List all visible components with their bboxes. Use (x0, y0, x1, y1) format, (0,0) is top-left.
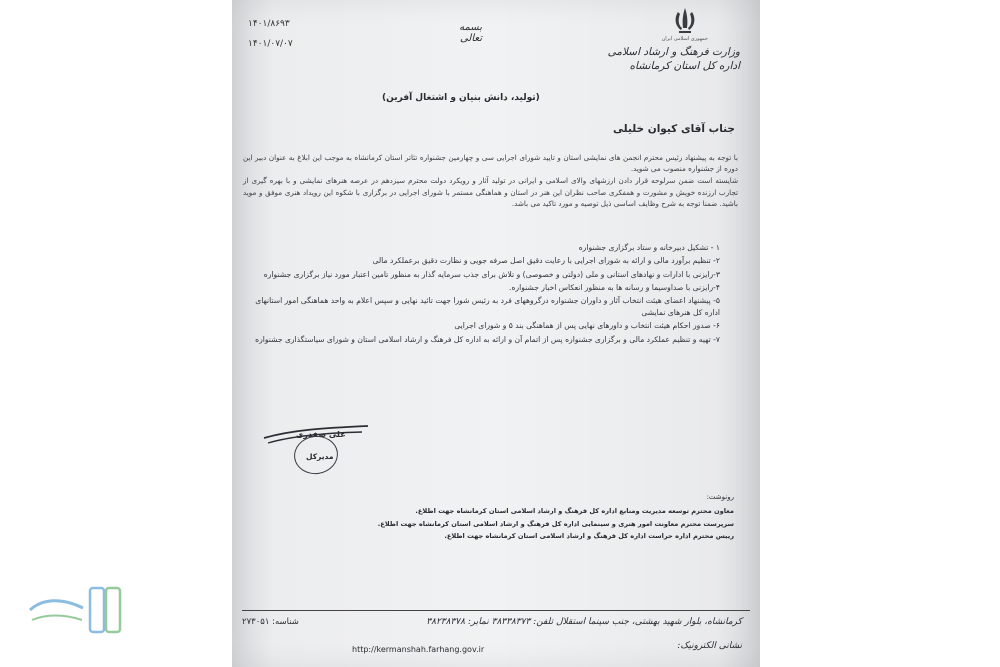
duty-item: ۵- پیشنهاد اعضای هیئت انتخاب آثار و داوران جشنواره درگروههای فرد به رئیس شورا جهت تائید نهایی و سپس اعلام به واحد هماهنگی امور استانهای اداره کل هنرهای نمایشی (255, 296, 720, 317)
ministry-line: وزارت فرهنگ و ارشاد اسلامی (607, 46, 740, 58)
footer-website: http://kermanshah.farhang.gov.ir (352, 645, 485, 654)
duties-list (250, 242, 720, 347)
footer-address: کرمانشاه، بلوار شهید بهشتی، جنب سینما استقلال تلفن: ۳۸۳۳۸۳۷۳ نمابر: ۳۸۲۳۸۳۷۸ (426, 617, 742, 627)
cc-list (378, 505, 734, 543)
duty-item: ۷- تهیه و تنظیم عملکرد مالی و برگزاری جشنواره پس از اتمام آن و ارائه به اداره کل فرهنگ و ارشاد اسلامی استان و شورای سیاستگذاری جشنواره (255, 334, 720, 344)
iran-emblem-icon (670, 6, 700, 38)
basmala: بسمه تعالی (459, 22, 482, 44)
letter-number: ۱۴۰۱/۸۶۹۳ (248, 19, 290, 29)
duty-item: ۱ - تشکیل دبیرخانه و ستاد برگزاری جشنواره (578, 243, 720, 252)
cc-heading: رونوشت: (706, 493, 734, 501)
duty-item: ۶- صدور احکام هیئت انتخاب و داورهای نهایی پس از هماهنگی بند ۵ و شورای اجرایی (454, 321, 720, 331)
ministry-line: اداره کل استان کرمانشاه (629, 60, 740, 72)
cc-item: رییس محترم اداره حراست اداره کل فرهنگ و ارشاد اسلامی استان کرمانشاه جهت اطلاع. (444, 532, 734, 540)
signer-title: مدیرکل (306, 452, 334, 461)
letter-body (243, 152, 738, 210)
ministry-caption: جمهوری اسلامی ایران (661, 36, 708, 42)
addressee: جناب آقای کیوان خلیلی (613, 123, 735, 135)
letter-date: ۱۴۰۱/۰۷/۰۷ (248, 39, 293, 49)
letter-page (232, 0, 760, 667)
duty-item: ۲- تنظیم برآورد مالی و ارائه به شورای اجرایی با رعایت دقیق اصل صرفه جویی و نظارت دقیق برعملکرد مالی (372, 256, 720, 266)
cc-item: معاون محترم توسعه مدیریت ومنابع اداره کل فرهنگ و ارشاد اسلامی استان کرمانشاه جهت اطلاع. (415, 507, 734, 515)
footer-divider (242, 610, 750, 611)
letter-meta (248, 14, 293, 54)
cc-item: سرپرست محترم معاونت امور هنری و سینمایی اداره کل فرهنگ و ارشاد اسلامی استان کرمانشاه جهت اطلاع. (377, 519, 734, 528)
signer-name: علی صفدری (296, 430, 346, 439)
year-slogan: (تولید، دانش بنیان و اشتغال آفرین) (382, 93, 540, 103)
duty-item: ۴-رایزنی با صداوسیما و رسانه ها به منظور انعکاس اخبار جشنواره. (509, 282, 720, 292)
footer-number: شناسه: ۲۷۳۰۵۱ (242, 617, 299, 627)
iran-theater-watermark-logo (28, 580, 148, 640)
duty-item: ۳-رایزنی با ادارات و نهادهای استانی و ملی (دولتی و خصوصی) و تلاش برای جذب سرمایه گذار به منظور تامین اعتبار مورد نیاز برگزاری جشنواره (263, 269, 720, 279)
ministry-heading (608, 45, 740, 73)
footer-web-label: نشانی الکترونیک: (677, 641, 742, 651)
body-paragraph: شایسته است ضمن سرلوحه قرار دادن ارزشهای والای اسلامی و ایرانی در تولید آثار و رویکرد دولت محترم سیزدهم در عرصه هنرهای نمایشی و با بهره گیری از تجارب ارزنده خویش و مشورت و همفکری صاحب نظران این هنر در استان و هماهنگی مستمر با شورای اجرایی در برگزاری با شکوه این رویداد هنری موفق و موید باشید. ضمنا توجه به شرح وظایف اساسی ذیل توصیه و مورد تاکید می باشد. (243, 176, 738, 208)
body-paragraph: با توجه به پیشنهاد رئیس محترم انجمن های نمایشی استان و تایید شورای اجرایی سی و چهارمین جشنواره تئاتر استان کرمانشاه به موجب این ابلاغ به عنوان دبیر این دوره از جشنواره منصوب می شوید. (243, 153, 738, 174)
